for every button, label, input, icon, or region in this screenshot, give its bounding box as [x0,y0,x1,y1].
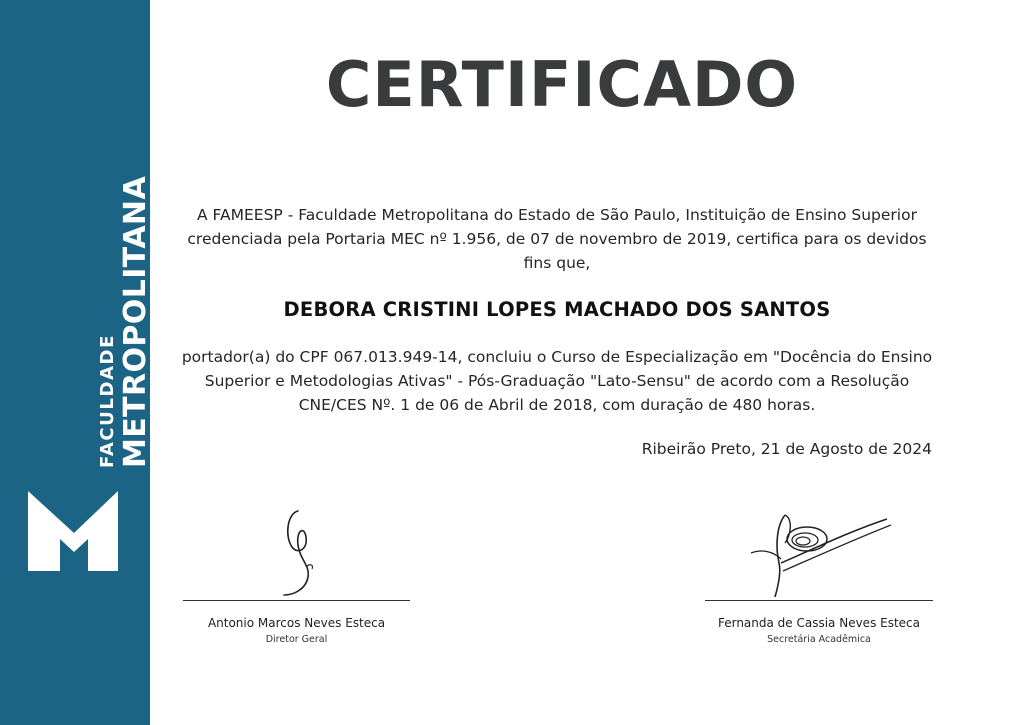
recipient-name: DEBORA CRISTINI LOPES MACHADO DOS SANTOS [283,298,831,321]
signer-role-left: Diretor Geral [265,634,328,645]
certificate-intro: A FAMEESP - Faculdade Metropolitana do Estado de São Paulo, Instituição de Ensino Superior credenciada pela Portaria MEC nº 1.956, de 07 de novembro de 2019, certifica para os devidos fins que, [187,206,927,272]
place-date: Ribeirão Preto, 21 de Agosto de 2024 [641,440,932,458]
brand-wordmark [97,176,153,468]
signature-line-right [705,600,933,601]
signature-left [270,505,330,600]
brand-sidebar [0,0,153,725]
metropolitana-m-logo-icon [28,487,120,577]
brand-small-text: FACULDADE [97,334,118,468]
signer-role-right: Secretária Acadêmica [767,634,871,645]
certificate-title: CERTIFICADO [325,48,799,121]
signature-line-left [183,600,410,601]
signer-name-right: Fernanda de Cassia Neves Esteca [717,616,921,630]
certificate-body: portador(a) do CPF 067.013.949-14, concluiu o Curso de Especialização em "Docência do Ensino Superior e Metodologias Ativas" - Pós-Graduação "Lato-Sensu" de acordo com a Resolução CNE/CES Nº. 1 de 06 de Abril de 2018, com duração de 480 horas. [181,348,933,414]
signature-right [745,505,895,600]
signer-name-left: Antonio Marcos Neves Esteca [207,616,386,630]
brand-big-text: METROPOLITANA [118,175,153,468]
